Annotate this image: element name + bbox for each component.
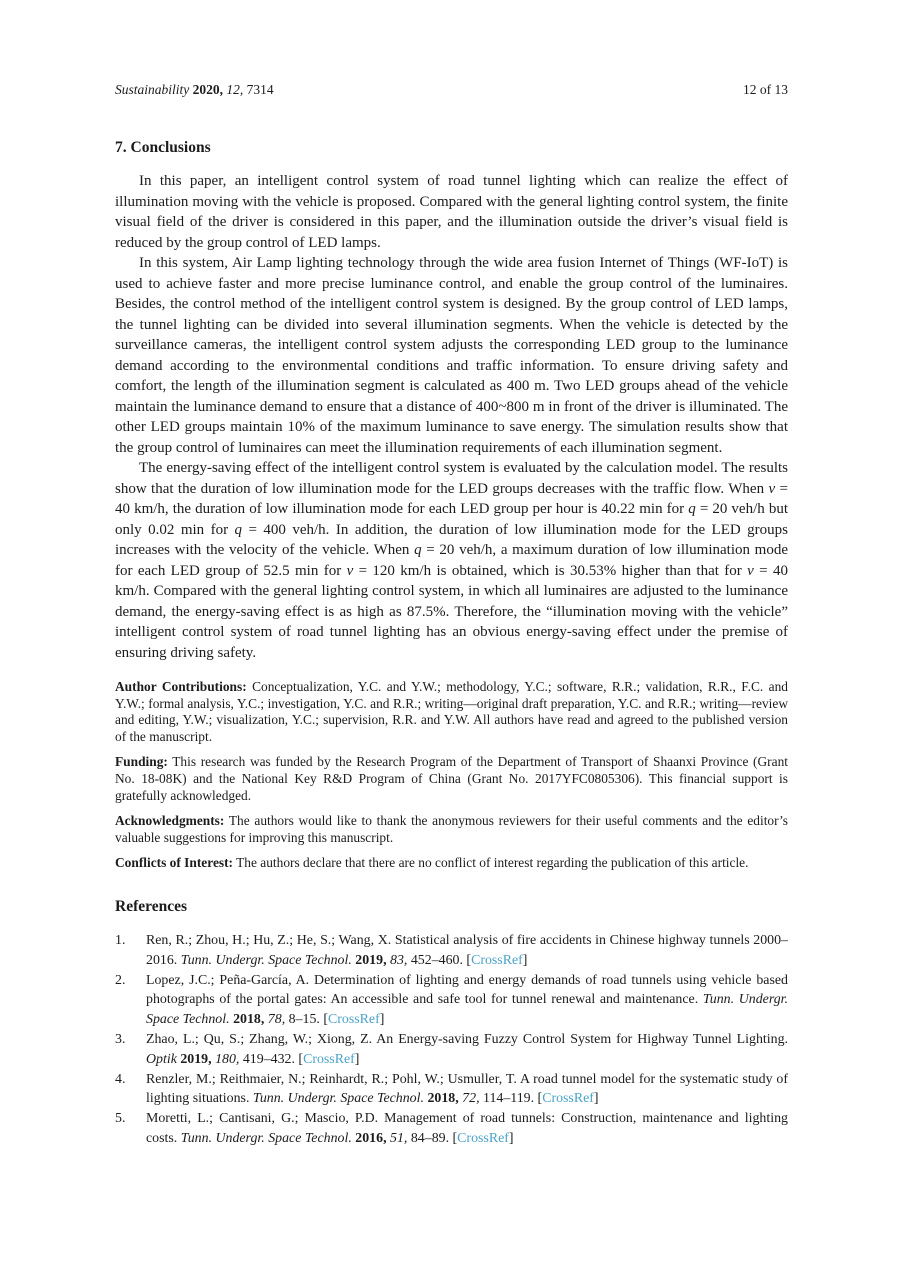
- text-segment: ]: [354, 1051, 360, 1067]
- text-segment: = 120 km/h is obtained, which is 30.53% higher than that for: [353, 562, 748, 579]
- text-segment: 114–119.: [483, 1091, 538, 1107]
- backmatter-text: Conceptualization, Y.C. and Y.W.; methodology, Y.C.; software, R.R.; validation, R.R., F.C. and Y.W.; formal analysis, Y.C.; investigation, Y.C. and R.R.; writing—original draft preparation, Y.C. and R.R.; writing—review and editing, Y.W.; visualization, Y.C.; supervision, R.R. and Y.W. All authors have read and agreed to the published version of the manuscript.: [115, 679, 789, 744]
- reference-number: 1.: [115, 932, 126, 948]
- text-segment: 78,: [267, 1012, 289, 1028]
- text-segment: ]: [508, 1130, 514, 1146]
- text-segment: 84–89.: [410, 1130, 453, 1146]
- reference-text: [146, 931, 788, 971]
- text-segment: [: [466, 952, 472, 968]
- backmatter-paragraph: [115, 855, 788, 872]
- backmatter-label: Author Contributions:: [115, 679, 247, 694]
- body-paragraph: [115, 253, 788, 458]
- backmatter-paragraph: [115, 679, 788, 745]
- text-segment: 180,: [215, 1051, 243, 1067]
- backmatter-text: The authors would like to thank the anonymous reviewers for their useful comments and the editor’s valuable suggestions for improving this manuscript.: [115, 813, 788, 845]
- reference-text: [146, 1070, 788, 1110]
- text-segment: Ren, R.; Zhou, H.; Hu, Z.; He, S.; Wang, X. Statistical analysis of fire accidents in Chinese highway tunnels 2000–2016.: [146, 932, 788, 968]
- text-segment: The energy-saving effect of the intelligent control system is evaluated by the calculation model. The results show that the duration of low illumination mode for the LED groups decreases with the traffic flow. When: [115, 460, 788, 497]
- text-segment: = 20 veh/h, a maximum duration of low illumination mode for each LED group of 52.5 min for: [115, 542, 788, 579]
- text-segment: In this paper, an intelligent control system of road tunnel lighting which can realize the effect of illumination moving with the vehicle is proposed. Compared with the general lighting control system, the finite visual field of the driver is considered in this paper, and the illumination outside the driver’s visual field is reduced by the group control of LED lamps.: [115, 173, 788, 251]
- conclusions-paragraphs: [115, 171, 788, 663]
- text-segment: v: [747, 562, 754, 579]
- reference-item: [115, 931, 788, 971]
- reference-text: [146, 1109, 788, 1149]
- text-segment: Lopez, J.C.; Peña-García, A. Determination of lighting and energy demands of road tunnels using vehicle based photographs of the portal gates: An accessible and safe tool for tunnel renewal and maintenance.: [146, 972, 788, 1008]
- text-segment: 2018,: [233, 1012, 268, 1028]
- text-segment: q: [414, 542, 422, 558]
- text-segment: v: [346, 562, 354, 579]
- backmatter-label: Acknowledgments:: [115, 813, 225, 829]
- reference-item: [115, 971, 788, 1030]
- reference-number: 5.: [115, 1111, 126, 1127]
- backmatter-text: This research was funded by the Research Program of the Department of Transport of Shaanxi Province (Grant No. 18-08K) and the National Key R&D Program of China (Grant No. 2017YFC0805306). This financial support is gratefully acknowledged.: [115, 754, 788, 803]
- text-segment: 72,: [462, 1091, 484, 1107]
- text-segment: ]: [593, 1091, 599, 1107]
- article-number: 7314: [246, 82, 274, 97]
- text-segment: q: [688, 501, 696, 517]
- reference-text: [146, 1030, 788, 1070]
- journal-citation: [115, 82, 274, 98]
- crossref-link[interactable]: CrossRef: [328, 1012, 380, 1028]
- text-segment: [: [298, 1051, 304, 1067]
- text-segment: Tunn. Undergr. Space Technol.: [146, 992, 789, 1028]
- reference-number: 4.: [115, 1071, 126, 1087]
- journal-year: 2020,: [192, 82, 223, 97]
- text-segment: ]: [522, 952, 528, 968]
- text-segment: 452–460.: [410, 952, 467, 968]
- text-segment: 2016,: [355, 1130, 391, 1146]
- text-segment: [: [452, 1130, 458, 1146]
- references-heading: References: [115, 897, 188, 915]
- reference-item: [115, 1109, 788, 1149]
- text-segment: = 40 km/h. Compared with the general lighting control system, in which all luminaires are adjusted to the luminance demand, the energy-saving effect is as high as 87.5%. Therefore, the “illumination moving with the vehicle” intelligent control system of road tunnel lighting has an obvious energy-saving effect under the premise of ensuring driving safety.: [115, 562, 788, 661]
- text-segment: 419–432.: [242, 1051, 299, 1067]
- crossref-link[interactable]: CrossRef: [457, 1130, 509, 1146]
- backmatter-label: Funding:: [115, 754, 168, 770]
- text-segment: 2018,: [427, 1091, 463, 1107]
- journal-name: Sustainability: [115, 82, 190, 97]
- conclusions-heading: 7. Conclusions: [115, 139, 211, 156]
- text-segment: Tunn. Undergr. Space Technol.: [180, 1130, 356, 1146]
- reference-item: [115, 1030, 788, 1070]
- text-segment: q: [234, 521, 243, 538]
- crossref-link[interactable]: CrossRef: [542, 1091, 594, 1107]
- text-segment: Moretti, L.; Cantisani, G.; Mascio, P.D. Management of road tunnels: Construction, maintenance and lighting costs.: [146, 1111, 788, 1146]
- text-segment: 51,: [390, 1130, 411, 1146]
- backmatter-text: The authors declare that there are no conflict of interest regarding the publication of this article.: [233, 855, 749, 871]
- text-segment: v: [768, 480, 776, 497]
- page-number: 12 of 13: [743, 82, 788, 97]
- text-segment: Renzler, M.; Reithmaier, N.; Reinhardt, R.; Pohl, W.; Usmuller, T. A road tunnel model for the systematic study of lighting situations.: [146, 1071, 788, 1107]
- text-segment: 2019,: [180, 1051, 216, 1067]
- journal-volume: 12,: [226, 82, 244, 97]
- reference-item: [115, 1070, 788, 1110]
- text-segment: [: [537, 1091, 543, 1107]
- text-segment: = 40 km/h, the duration of low illumination mode for each LED group per hour is 40.22 min for: [115, 480, 788, 517]
- reference-number: 3.: [115, 1031, 126, 1047]
- backmatter-paragraph: [115, 754, 788, 804]
- text-segment: 83,: [390, 952, 411, 968]
- text-segment: Tunn. Undergr. Space Technol.: [180, 952, 356, 968]
- crossref-link[interactable]: CrossRef: [303, 1051, 355, 1067]
- body-paragraph: [115, 171, 788, 253]
- text-segment: = 20 veh/h but only 0.02 min for: [115, 501, 789, 538]
- backmatter-paragraph: [115, 813, 788, 846]
- reference-text: [146, 971, 788, 1030]
- text-segment: In this system, Air Lamp lighting technology through the wide area fusion Internet of Things (WF-IoT) is used to achieve faster and more precise luminance control, and enable the group control of the luminaires. Besides, the control method of the intelligent control system is designed. By the group control of LED lamps, the tunnel lighting can be divided into several illumination segments. When the vehicle is detected by the surveillance cameras, the intelligent control system adjusts the corresponding LED group to the luminance demand according to the environmental conditions and traffic information. To ensure driving safety and comfort, the length of the illumination segment is calculated as 400 m. Two LED groups ahead of the vehicle maintain the luminance demand to ensure that a distance of 400~800 m in front of the driver is illuminated. The other LED groups maintain 10% of the maximum luminance to save energy. The simulation results show that the group control of luminaires can meet the illumination requirements of each illumination segment.: [115, 255, 788, 456]
- text-segment: = 400 veh/h. In addition, the duration of low illumination mode for the LED groups increases with the velocity of the vehicle. When: [115, 521, 788, 558]
- reference-list: [115, 931, 788, 1149]
- reference-number: 2.: [115, 972, 126, 988]
- backmatter-label: Conflicts of Interest:: [115, 855, 234, 871]
- text-segment: [: [323, 1012, 329, 1028]
- crossref-link[interactable]: CrossRef: [471, 952, 523, 968]
- text-segment: Optik: [146, 1051, 181, 1067]
- text-segment: 8–15.: [288, 1012, 324, 1028]
- running-head: [115, 82, 788, 98]
- text-segment: ]: [379, 1012, 385, 1028]
- body-paragraph: [115, 458, 788, 663]
- backmatter-sections: [115, 679, 788, 872]
- text-segment: Tunn. Undergr. Space Technol.: [252, 1091, 428, 1107]
- text-segment: 2019,: [355, 952, 391, 968]
- text-segment: Zhao, L.; Qu, S.; Zhang, W.; Xiong, Z. An Energy-saving Fuzzy Control System for Highway Tunnel Lighting.: [146, 1031, 788, 1047]
